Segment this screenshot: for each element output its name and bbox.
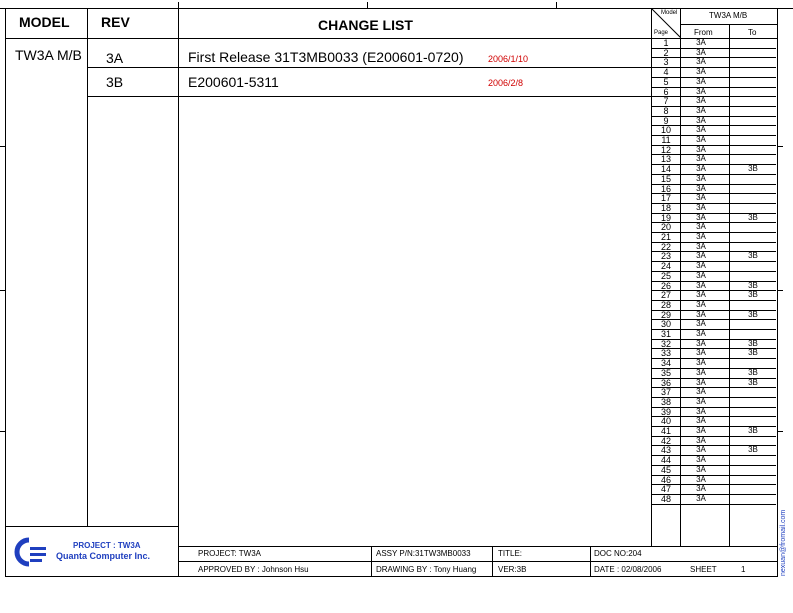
page-number: 30: [660, 319, 671, 330]
page-number: 22: [660, 241, 671, 252]
page-from-rev: 3A: [696, 455, 706, 465]
title-field: TITLE:: [498, 549, 523, 558]
page-from-rev: 3A: [696, 416, 706, 426]
page-from-rev: 3A: [696, 377, 706, 387]
page-from-rev: 3A: [696, 280, 706, 290]
page-from-rev: 3A: [696, 76, 706, 86]
frame-left-border: [5, 8, 6, 577]
rev-date: 2006/1/10: [488, 54, 529, 64]
page-from-rev: 3A: [696, 406, 706, 416]
drawing-field: DRAWING BY : Tony Huang: [376, 565, 477, 574]
page-from-rev: 3A: [696, 212, 706, 222]
page-from-rev: 3A: [696, 164, 706, 174]
page-number: 16: [660, 183, 671, 194]
page-number: 12: [660, 144, 671, 155]
page-from-rev: 3A: [696, 67, 706, 77]
rev-description: First Release 31T3MB0033 (E200601-0720): [188, 49, 464, 65]
page-from-rev: 3A: [696, 445, 706, 455]
page-number: 5: [663, 76, 669, 87]
page-number: 2: [663, 47, 669, 58]
page-from-rev: 3A: [696, 270, 706, 280]
page-from-rev: 3A: [696, 464, 706, 474]
page-from-rev: 3A: [696, 154, 706, 164]
page-number: 20: [660, 222, 671, 233]
page-number: 39: [660, 406, 671, 417]
page-number: 28: [660, 299, 671, 310]
zone-tick: [778, 431, 783, 432]
page-number: 13: [660, 154, 671, 165]
page-to-rev: 3B: [748, 212, 758, 222]
page-to-rev: 3B: [748, 280, 758, 290]
page-from-rev: 3A: [696, 290, 706, 300]
page-number: 38: [660, 396, 671, 407]
page-number: 18: [660, 202, 671, 213]
zone-tick: [0, 431, 5, 432]
zone-tick: [778, 290, 783, 291]
zone-tick: [367, 2, 368, 8]
page-table-header-line-1: [680, 24, 777, 25]
page-number: 15: [660, 173, 671, 184]
page-table-to-header: To: [748, 28, 757, 37]
page-from-rev: 3A: [696, 387, 706, 397]
page-number: 45: [660, 464, 671, 475]
page-from-rev: 3A: [696, 202, 706, 212]
page-from-rev: 3A: [696, 484, 706, 494]
header-row-divider: [5, 38, 651, 39]
page-from-rev: 3A: [696, 86, 706, 96]
zone-tick: [0, 146, 5, 147]
page-from-rev: 3A: [696, 251, 706, 261]
page-to-rev: 3B: [748, 338, 758, 348]
page-from-rev: 3A: [696, 135, 706, 144]
rev-row-divider-1: [87, 67, 651, 68]
page-number: 17: [660, 193, 671, 204]
page-number: 11: [661, 135, 671, 145]
page-number: 40: [660, 416, 671, 427]
page-number: 36: [660, 377, 671, 388]
rev-value: 3A: [106, 50, 124, 66]
title-block-divider: [590, 546, 591, 576]
model-column-divider: [87, 8, 88, 526]
page-from-rev: 3A: [696, 232, 706, 241]
page-from-rev: 3A: [696, 358, 706, 368]
page-number: 1: [663, 38, 669, 48]
page-number: 14: [660, 164, 671, 175]
page-number: 29: [660, 309, 671, 320]
doc-no-field: DOC NO:204: [594, 549, 642, 558]
rev-column-divider: [178, 8, 179, 576]
page-number: 46: [660, 474, 671, 485]
frame-bottom-border: [5, 576, 778, 577]
page-from-rev: 3A: [696, 96, 706, 106]
page-number: 42: [660, 435, 671, 446]
sheet-label: SHEET: [690, 565, 717, 574]
page-number: 21: [660, 232, 671, 242]
page-number: 8: [663, 105, 669, 116]
page-from-rev: 3A: [696, 57, 706, 67]
page-to-rev: 3B: [748, 367, 758, 377]
model-header: MODEL: [19, 14, 70, 30]
page-table-from-header: From: [694, 28, 713, 37]
page-table-model-value: TW3A M/B: [709, 11, 748, 20]
page-number: 32: [660, 338, 671, 349]
page-to-rev: 3B: [748, 377, 758, 387]
page-to-rev: 3B: [748, 290, 758, 300]
page-number: 25: [660, 270, 671, 281]
sheet-value: 1: [741, 565, 746, 574]
page-number: 33: [660, 348, 671, 359]
page-from-rev: 3A: [696, 426, 706, 435]
page-number: 44: [660, 455, 671, 466]
approved-field: APPROVED BY : Johnson Hsu: [198, 565, 309, 574]
page-number: 10: [660, 125, 671, 136]
page-to-rev: 3B: [748, 164, 758, 174]
page-number: 19: [660, 212, 671, 223]
page-from-rev: 3A: [696, 435, 706, 445]
rev-header: REV: [101, 14, 130, 30]
page-number: 43: [660, 445, 671, 456]
page-number: 41: [660, 426, 671, 436]
title-block-divider: [492, 546, 493, 576]
page-from-rev: 3A: [696, 261, 706, 271]
page-number: 48: [660, 493, 671, 504]
page-number: 26: [660, 280, 671, 291]
page-to-rev: 3B: [748, 348, 758, 358]
page-from-rev: 3A: [696, 299, 706, 309]
page-from-rev: 3A: [696, 38, 706, 47]
page-from-rev: 3A: [696, 183, 706, 193]
page-from-rev: 3A: [696, 493, 706, 503]
page-to-rev: 3B: [748, 426, 758, 435]
page-from-rev: 3A: [696, 348, 706, 358]
page-to-rev: 3B: [748, 309, 758, 319]
change-list-title: CHANGE LIST: [318, 17, 413, 33]
page-number: 31: [660, 329, 671, 339]
page-to-rev: 3B: [748, 445, 758, 455]
rev-description: E200601-5311: [188, 74, 279, 90]
model-value: TW3A M/B: [15, 47, 82, 63]
page-from-rev: 3A: [696, 309, 706, 319]
company-name: Quanta Computer Inc.: [56, 551, 151, 561]
page-from-rev: 3A: [696, 173, 706, 183]
page-table-page-label: Page: [654, 30, 669, 36]
page-from-rev: 3A: [696, 319, 706, 329]
page-from-rev: 3A: [696, 115, 706, 125]
page-from-rev: 3A: [696, 193, 706, 203]
page-from-rev: 3A: [696, 329, 706, 338]
page-table-col-2: [729, 24, 730, 546]
assy-field: ASSY P/N:31TW3MB0033: [376, 549, 471, 558]
title-block-top-right: [178, 546, 777, 547]
page-from-rev: 3A: [696, 338, 706, 348]
title-block-divider: [371, 546, 372, 576]
page-table-model-label: Model: [661, 10, 678, 16]
page-row-line: [651, 504, 776, 505]
page-number: 9: [663, 115, 669, 126]
page-from-rev: 3A: [696, 222, 706, 232]
page-from-rev: 3A: [696, 396, 706, 406]
page-number: 7: [663, 96, 669, 107]
page-number: 35: [660, 367, 671, 378]
rev-date: 2006/2/8: [488, 78, 524, 88]
page-from-rev: 3A: [696, 241, 706, 251]
page-from-rev: 3A: [696, 474, 706, 484]
page-from-rev: 3A: [696, 125, 706, 135]
rev-row-divider-2: [87, 96, 651, 97]
page-number: 24: [660, 261, 671, 272]
page-to-rev: 3B: [748, 251, 758, 261]
project-line: PROJECT : TW3A: [73, 541, 141, 550]
side-email: nexuan@fromail.com: [780, 509, 787, 576]
frame-right-border: [777, 8, 778, 577]
page-from-rev: 3A: [696, 105, 706, 115]
title-block-top: [5, 526, 178, 527]
zone-tick: [778, 146, 783, 147]
page-number: 3: [663, 57, 669, 68]
page-number: 37: [660, 387, 671, 398]
page-number: 34: [660, 358, 671, 369]
page-from-rev: 3A: [696, 367, 706, 377]
page-number: 27: [660, 290, 671, 301]
page-number: 4: [663, 67, 669, 78]
page-from-rev: 3A: [696, 144, 706, 154]
quanta-logo-icon: [13, 537, 49, 567]
rev-value: 3B: [106, 74, 124, 90]
page-number: 47: [660, 484, 671, 495]
page-from-rev: 3A: [696, 47, 706, 57]
zone-tick: [556, 2, 557, 8]
project-field: PROJECT: TW3A: [198, 549, 261, 558]
date-field: DATE : 02/08/2006: [594, 565, 662, 574]
page-number: 23: [660, 251, 671, 262]
page-number: 6: [663, 86, 669, 97]
title-block-mid: [178, 561, 777, 562]
ver-field: VER:3B: [498, 565, 527, 574]
zone-tick: [0, 290, 5, 291]
